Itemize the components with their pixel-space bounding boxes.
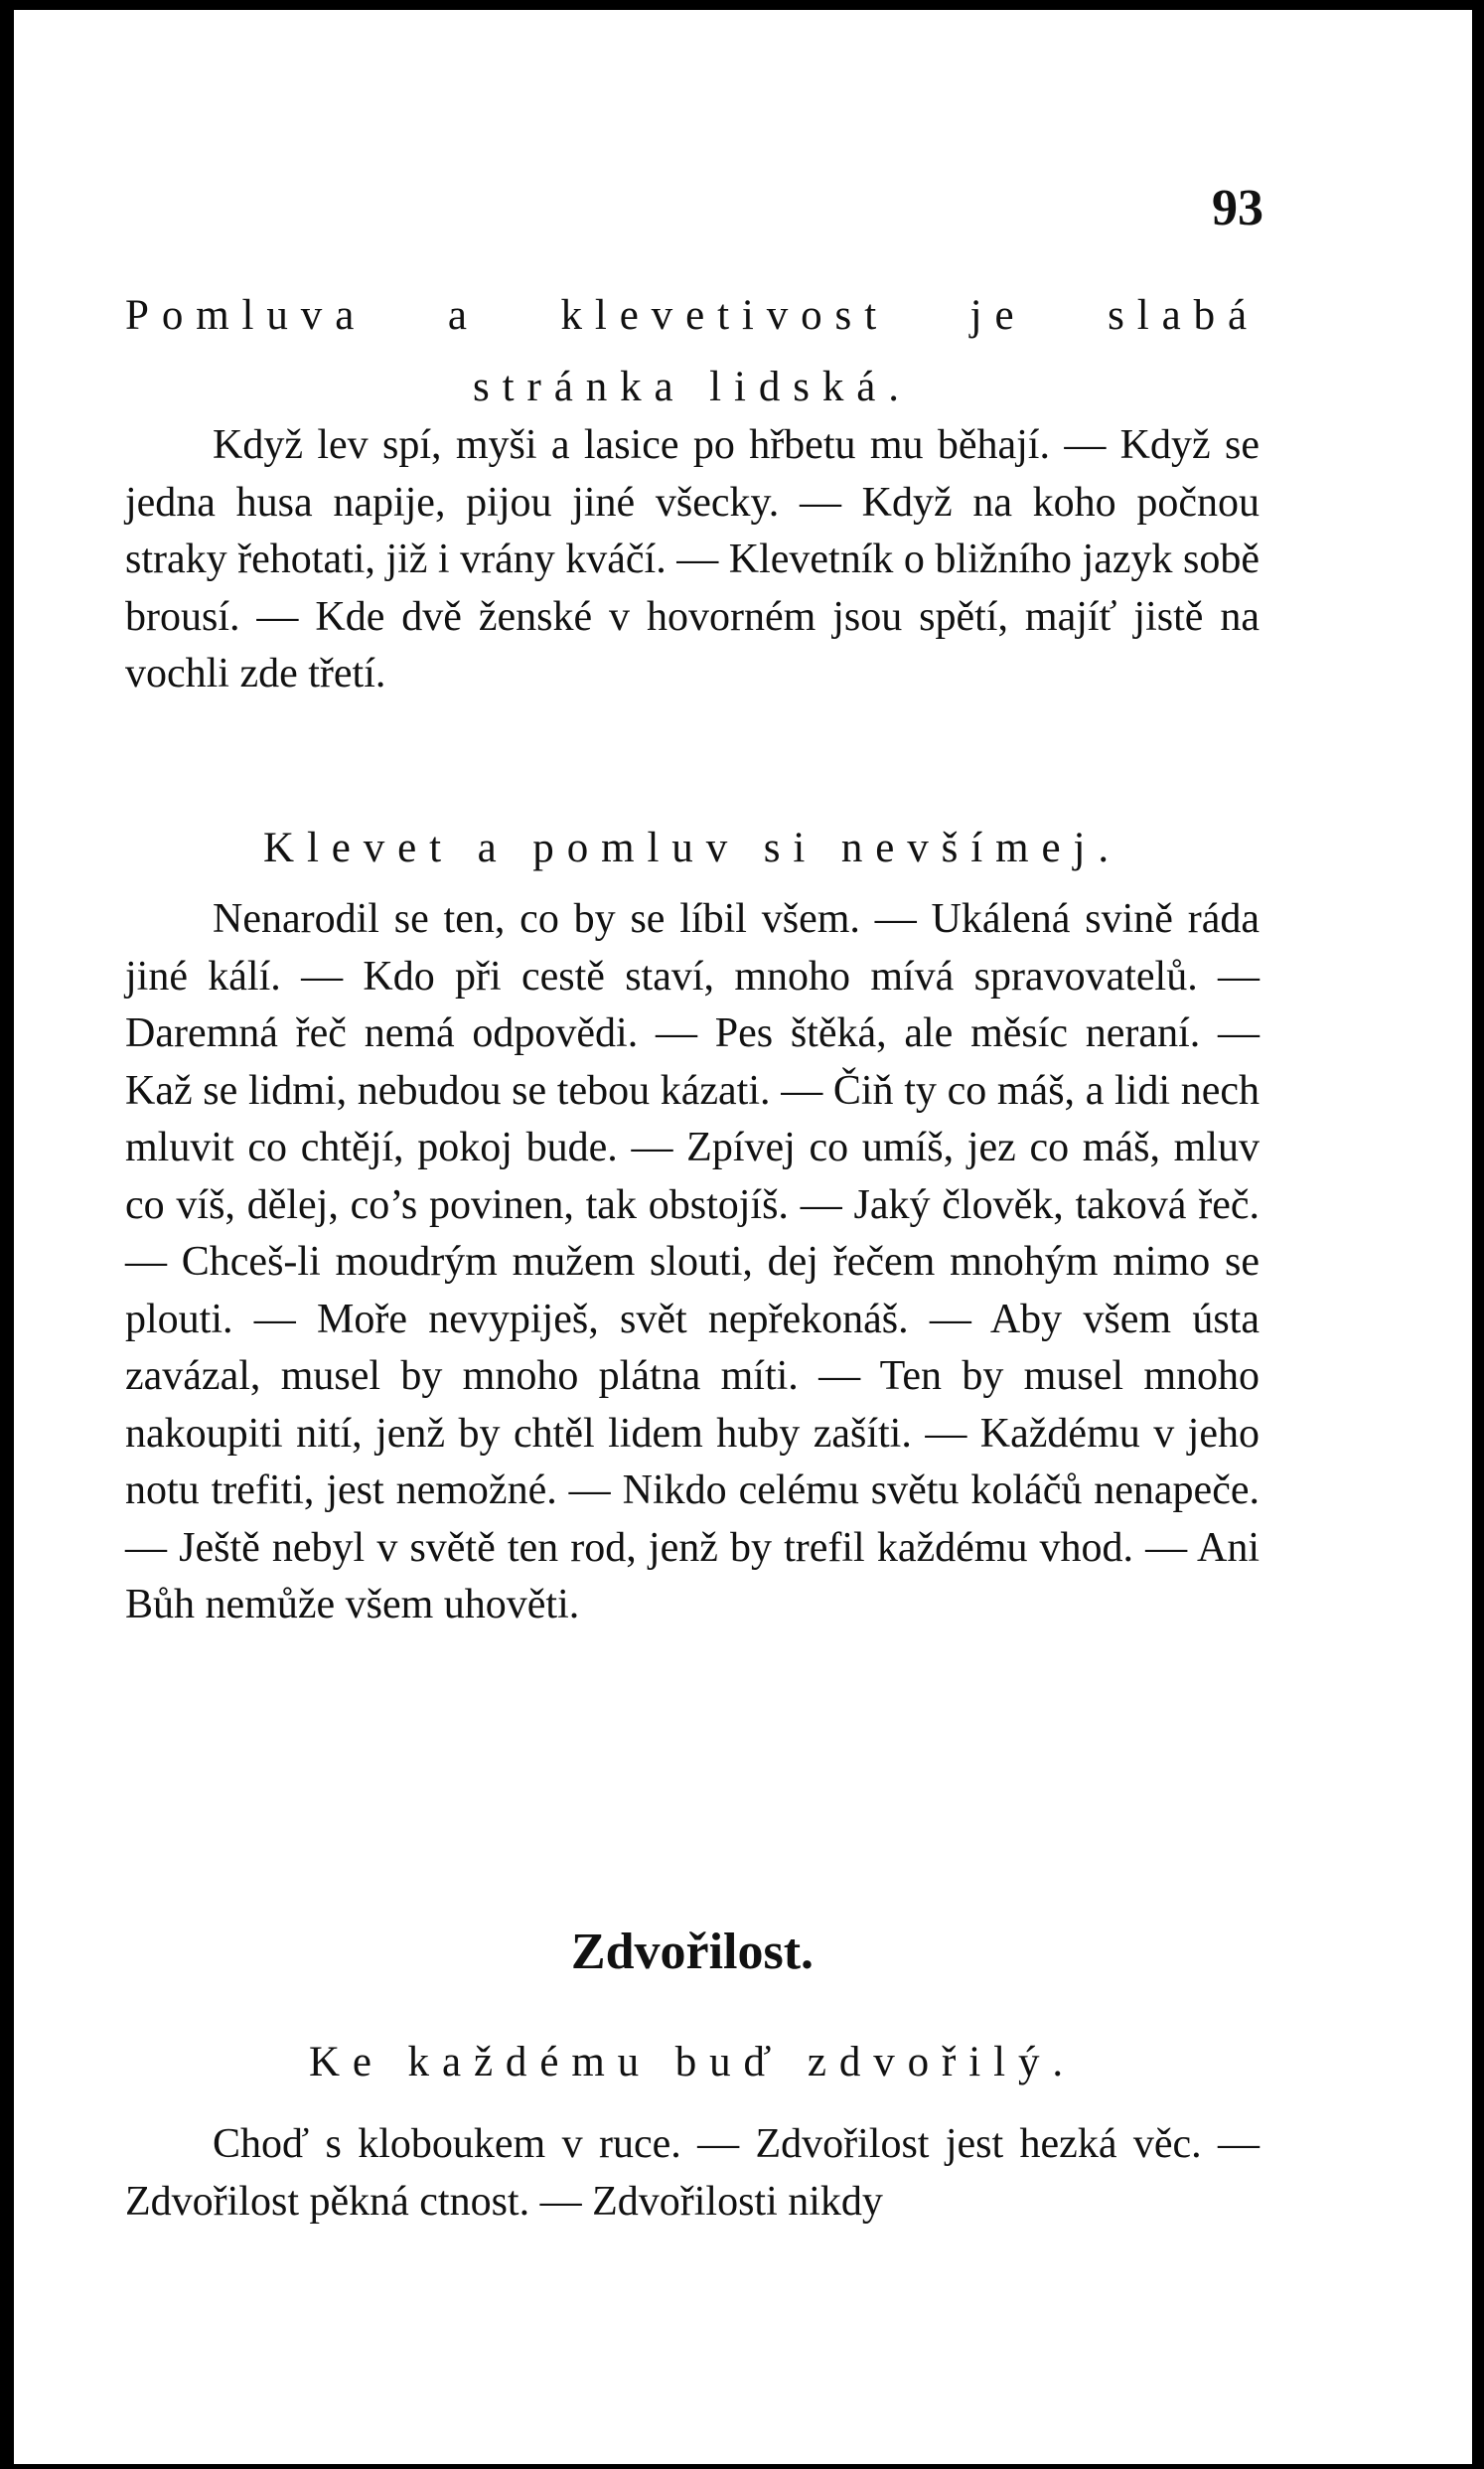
section-title-politeness: Zdvořilost.	[570, 1924, 815, 1980]
proverb-paragraph-ignore-gossip: Nenarodil se ten, co by se líbil všem. — Ukálená svině ráda jiné kálí. — Kdo při cestě staví, mnoho mívá spravovatelů. — Daremná řeč nemá odpovědi. — Pes štěká, ale měsíc neraní. — Kaž se lidmi, nebudou se tebou kázati. — Čiň ty co máš, a lidi nech mluvit co chtějí, pokoj bude. — Zpívej co umíš, jez co máš, mluv co víš, dělej, co’s povinen, tak obstojíš. — Jaký člověk, taková řeč. — Chceš-li moudrým mužem slouti, dej řečem mnohým mimo se plouti. — Moře nevypiješ, svět nepřekonáš. — Aby všem ústa zavázal, musel by mnoho plátna míti. — Ten by musel mnoho nakoupiti nití, jenž by chtěl lidem huby zašíti. — Každému v jeho notu trefiti, jest nemožné. — Nikdo celému světu koláčů nenapeče. — Ještě nebyl v světě ten rod, jenž by trefil každému vhod. — Ani Bůh nemůže všem uhověti.	[125, 896, 1260, 1627]
proverb-paragraph-gossip: Když lev spí, myši a lasice po hřbetu mu běhají. — Když se jedna husa napije, pijou jiné všecky. — Když na koho počnou straky řehotati, již i vrány kváčí. — Klevetník o bližního jazyk sobě brousí. — Kde dvě ženské v hovorném jsou spětí, majíť jistě na vochli zde třetí.	[125, 422, 1260, 696]
proverb-paragraph-politeness: Choď s kloboukem v ruce. — Zdvořilost jest hezká věc. — Zdvořilost pěkná ctnost. — Zdvořilosti nikdy	[125, 2121, 1260, 2225]
proverb-heading-ignore-gossip: Klevet a pomluv si nevšímej.	[263, 825, 1121, 871]
proverb-heading-politeness: Ke každému buď zdvořilý.	[308, 2039, 1077, 2085]
page-number: 93	[1212, 180, 1263, 236]
book-page	[14, 10, 1472, 2464]
proverb-heading-gossip: Pomluva a klevetivost je slabá stránka lidská.	[125, 292, 1260, 410]
